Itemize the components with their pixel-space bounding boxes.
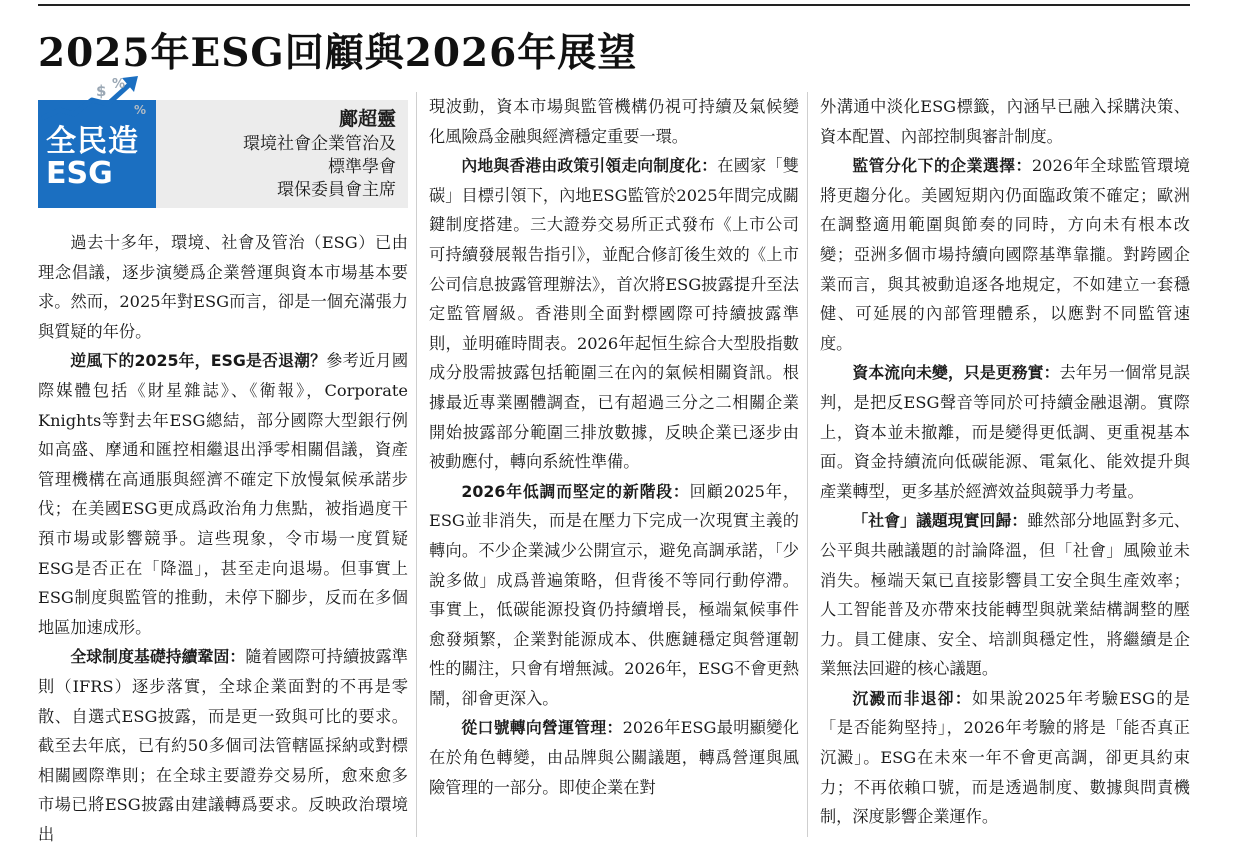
section-heading: 2026年低調而堅定的新階段： [461,481,690,501]
paragraph-text: 隨着國際可持續披露準則（IFRS）逐步落實，全球企業面對的不再是零散、自選式ESG披露，而是更一致與可比的要求。截至去年底，已有約50多個司法管轄區採納或對標相關國際準則；在全球主要證券交易所，愈來愈多市場已將ESG披露由建議轉爲要求。反映政治環境出 [38,647,408,844]
section-heading: 從口號轉向營運管理： [461,718,623,738]
logo-text-line2: ESG [46,156,113,191]
section-heading: 「社會」議題現實回歸： [852,511,1028,531]
section-heading: 全球制度基礎持續鞏固： [70,647,246,667]
paragraph-text: 2026年全球監管環境將更趨分化。美國短期內仍面臨政策不確定；歐洲在調整適用範圍與節奏的同時，方向未有根本改變；亞洲多個市場持續向國際基準靠攏。對跨國企業而言，與其被動追逐各地規定，不如建立一套穩健、可延展的內部管理體系，以應對不同監管速度。 [820,156,1190,353]
paragraph-text: 現波動，資本市場與監管機構仍視可持續及氣候變化風險爲金融與經濟穩定重要一環。 [429,97,799,146]
paragraph [38,228,408,346]
paragraph [820,358,1190,506]
author-role-line: 環保委員會主席 [277,180,396,200]
paragraph-text: 參考近月國際媒體包括《財星雜誌》、《衛報》，Corporate Knights等對去年ESG總結，部分國際大型銀行例如高盛、摩通和匯控相繼退出淨零相關倡議，資產管理機構在高通脹與經濟不確定下放慢氣候承諾步伐；在美國ESG更成爲政治角力焦點，被指過度干預市場或影響競爭。這些現象，令市場一度質疑ESG是否正在「降溫」，甚至走向退場。但事實上ESG制度與監管的推動，未停下腳步，反而在多個地區加速成形。 [38,351,409,637]
top-rule [38,4,1190,6]
author-role-line: 環境社會企業管治及 [243,134,396,154]
paragraph-text: 回顧2025年，ESG並非消失，而是在壓力下完成一次現實主義的轉向。不少企業減少公開宣示，避免高調承諾，「少說多做」成爲普遍策略，但背後不等同行動停滯。事實上，低碳能源投資仍持續增長，極端氣候事件愈發頻繁，企業對能源成本、供應鏈穩定與營運韌性的關注，只會有增無減。2026年，ESG不會更熱鬧，卻會更深入。 [429,481,800,708]
paragraph [38,346,408,642]
paragraph-text: 在國家「雙碳」目標引領下，內地ESG監管於2025年間完成關鍵制度搭建。三大證券交易所正式發布《上市公司可持續發展報告指引》，並配合修訂後生效的《上市公司信息披露管理辦法》，首次將ESG披露提升至法定監管層級。香港則全面對標國際可持續披露準則，並明確時間表。2026年起恒生綜合大型股指數成分股需披露包括範圍三在內的氣候相關資訊。根據最近專業團體調查，已有超過三分之二相關企業開始披露部分範圍三排放數據，反映企業已逐步由被動應付，轉向系統性準備。 [429,156,799,472]
section-heading: 逆風下的2025年，ESG是否退潮？ [70,351,327,371]
paragraph [429,713,799,802]
paragraph-text: 2026年ESG最明顯變化在於角色轉變，由品牌與公關議題，轉爲營運與風險管理的一部分。即使企業在對 [429,718,799,797]
paragraph [429,92,799,151]
article-column-3 [820,92,1190,832]
paragraph-text: 雖然部分地區對多元、公平與共融議題的討論降溫，但「社會」風險並未消失。極端天氣已直接影響員工安全與生產效率；人工智能普及亦帶來技能轉型與就業結構調整的壓力。員工健康、安全、培訓與穩定性，將繼續是企業無法回避的核心議題。 [820,511,1190,679]
headline: 2025年ESG回顧與2026年展望 [38,30,638,76]
paragraph [38,642,408,849]
paragraph-text: 如果說2025年考驗ESG的是「是否能夠堅持」，2026年考驗的將是「能否真正沉澱」。ESG在未來一年不會更高調，卻更具約束力；不再依賴口號，而是透過制度、數據與問責機制，深度影響企業運作。 [820,688,1190,827]
paragraph [820,684,1190,832]
logo-text-line1: 全民造 [46,124,139,159]
author-role-line: 標準學會 [328,157,396,177]
paragraph [429,151,799,477]
section-heading: 沉澱而非退卻： [852,688,972,708]
column-divider [416,92,417,837]
section-heading: 監管分化下的企業選擇： [852,156,1032,176]
paragraph-text: 過去十多年，環境、社會及管治（ESG）已由理念倡議，逐步演變爲企業營運與資本市場基本要求。然而，2025年對ESG而言，卻是一個充滿張力與質疑的年份。 [38,233,408,341]
section-heading: 內地與香港由政策引領走向制度化： [461,156,718,176]
paragraph [820,151,1190,358]
author-block [243,108,396,202]
column-divider [807,92,808,837]
svg-text:%: % [134,103,147,117]
svg-text:%: % [112,77,126,92]
paragraph-text: 去年另一個常見誤判，是把反ESG聲音等同於可持續金融退潮。實際上，資本並未撤離，而是變得更低調、更重視基本面。資金持續流向低碳能源、電氣化、能效提升與產業轉型，更多基於經濟效益與競爭力考量。 [820,363,1190,501]
section-heading: 資本流向未變，只是更務實： [852,363,1060,383]
author-name: 鄺超靈 [338,108,396,130]
article-column-1 [38,228,408,849]
paragraph-text: 外溝通中淡化ESG標籤，內涵早已融入採購決策、資本配置、內部控制與審計制度。 [820,97,1190,146]
byline-box [38,77,408,208]
article-column-2 [429,92,799,802]
paragraph [820,506,1190,684]
column-logo [38,77,156,208]
paragraph [429,477,799,714]
svg-text:$: $ [96,82,107,100]
paragraph [820,92,1190,151]
